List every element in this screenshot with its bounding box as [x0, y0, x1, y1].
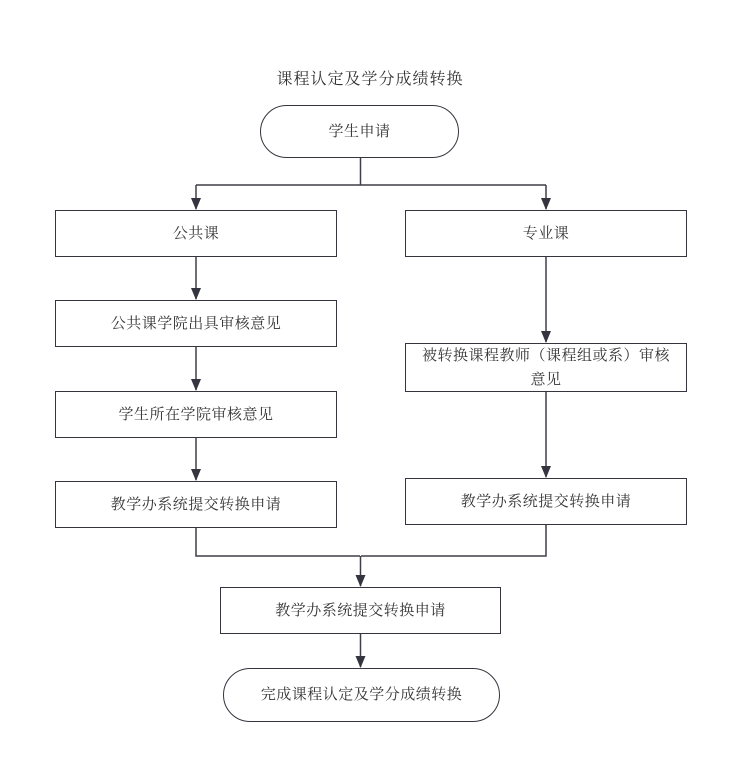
node-student-college-review: 学生所在学院审核意见	[55, 391, 337, 438]
node-teacher-review: 被转换课程教师（课程组或系）审核意见	[405, 343, 687, 392]
node-merged-submit: 教学办系统提交转换申请	[220, 587, 501, 634]
edge-merge-right	[361, 525, 546, 556]
node-end: 完成课程认定及学分成绩转换	[223, 668, 500, 722]
edge-merge-left	[196, 528, 360, 556]
node-major-submit: 教学办系统提交转换申请	[405, 478, 687, 525]
node-start: 学生申请	[260, 105, 459, 158]
flowchart-title: 课程认定及学分成绩转换	[276, 71, 464, 88]
node-major-course: 专业课	[405, 210, 687, 257]
node-public-submit: 教学办系统提交转换申请	[55, 481, 337, 528]
node-public-course: 公共课	[55, 210, 337, 257]
node-public-college-review: 公共课学院出具审核意见	[55, 300, 337, 347]
